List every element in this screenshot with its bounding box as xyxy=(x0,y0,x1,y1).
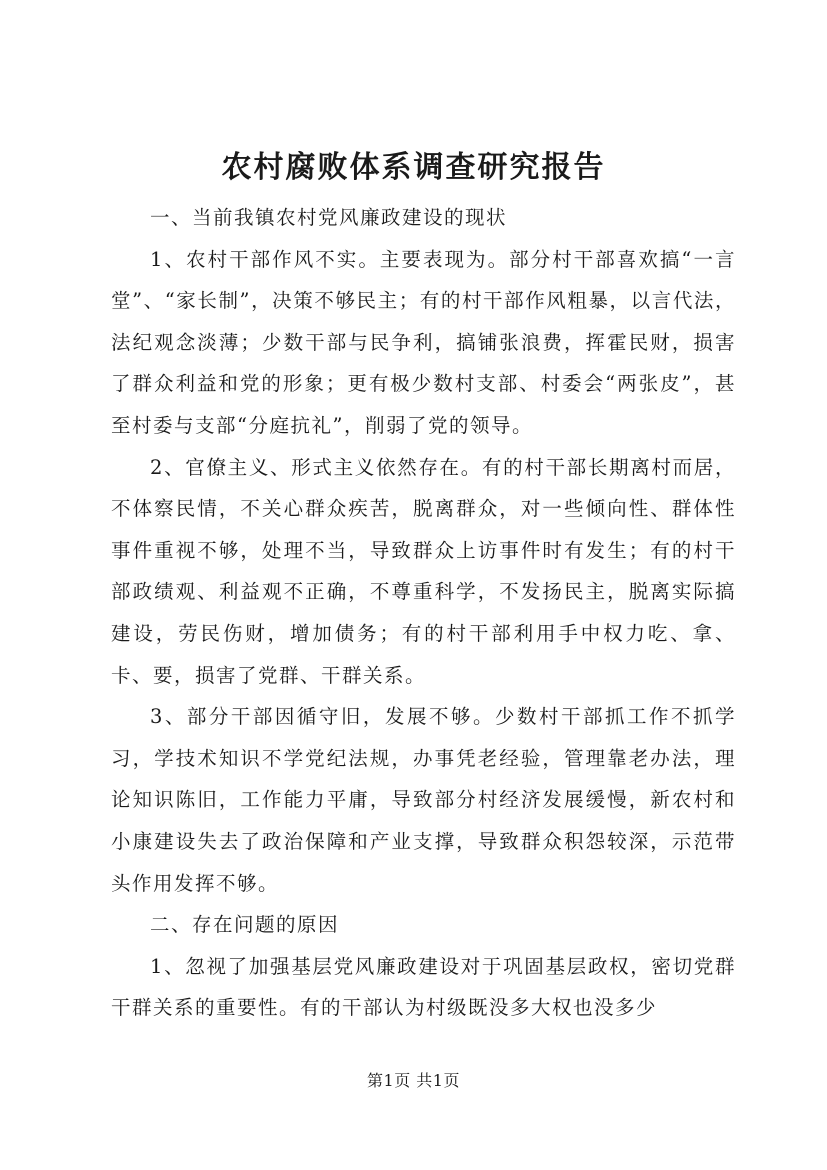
section-heading-2: 二、存在问题的原因 xyxy=(150,913,340,937)
paragraph-2: 2、官僚主义、形式主义依然存在。有的村干部长期离村而居，不体察民情，不关心群众疾苦，脱离群众，对一些倾向性、群体性事件重视不够，处理不当，导致群众上访事件时有发生；有的村干部政绩观、利益观不正确，不尊重科学，不发扬民主，脱离实际搞建设，劳民伤财，增加债务；有的村干部利用手中权力吃、拿、卡、要，损害了党群、干群关系。 xyxy=(111,455,736,687)
paragraph-3: 3、部分干部因循守旧，发展不够。少数村干部抓工作不抓学习，学技术知识不学党纪法规，办事凭老经验，管理靠老办法，理论知识陈旧，工作能力平庸，导致部分村经济发展缓慢，新农村和小康建设失去了政治保障和产业支撑，导致群众积怨较深，示范带头作用发挥不够。 xyxy=(111,705,736,895)
paragraph-4: 1、忽视了加强基层党风廉政建设对于巩固基层政权，密切党群干群关系的重要性。有的干部认为村级既没多大权也没多少 xyxy=(111,954,736,1020)
paragraph-1: 1、农村干部作风不实。主要表现为。部分村干部喜欢搞“一言堂”、“家长制”，决策不够民主；有的村干部作风粗暴，以言代法，法纪观念淡薄；少数干部与民争利，搞铺张浪费，挥霍民财，损害了群众利益和党的形象；更有极少数村支部、村委会“两张皮”，甚至村委与支部“分庭抗礼”，削弱了党的领导。 xyxy=(111,247,736,437)
document-title: 农村腐败体系调查研究报告 xyxy=(221,150,606,185)
page-footer: 第1页 共1页 xyxy=(367,1071,460,1090)
document-body xyxy=(111,197,736,1029)
section-heading-1: 一、当前我镇农村党风廉政建设的现状 xyxy=(150,206,508,229)
